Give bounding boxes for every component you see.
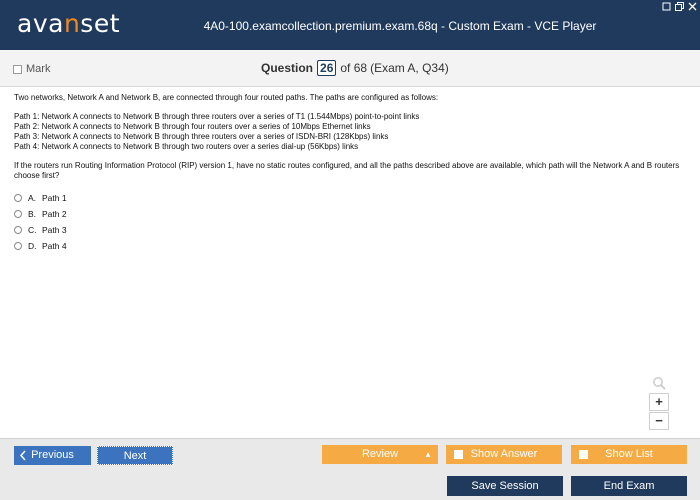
exam-reference: (Exam A, Q34) <box>370 61 449 75</box>
radio-icon[interactable] <box>14 226 22 234</box>
zoom-out-button[interactable]: − <box>649 412 669 430</box>
option-text: Path 4 <box>42 241 67 251</box>
path-item: Path 1: Network A connects to Network B through three routers over a series of T1 (1.544Mbps) point-to-point links <box>14 112 420 121</box>
option-letter: B. <box>28 209 37 219</box>
chevron-left-icon <box>19 446 27 471</box>
magnifier-icon <box>652 376 666 390</box>
save-session-button[interactable]: Save Session <box>447 476 563 496</box>
path-item: Path 3: Network A connects to Network B through three routers over a series of ISDN-BRI (128Kbps) links <box>14 132 389 141</box>
caret-up-icon: ▲ <box>424 450 432 459</box>
answer-options <box>14 190 686 254</box>
maximize-icon[interactable] <box>674 2 684 12</box>
zoom-in-button[interactable]: + <box>649 393 669 411</box>
option-letter: A. <box>28 193 37 203</box>
show-answer-label: Show Answer <box>470 448 538 460</box>
question-number-input[interactable]: 26 <box>317 60 336 76</box>
next-button[interactable]: Next <box>97 446 173 465</box>
mark-label: Mark <box>26 63 51 75</box>
title-bar <box>0 0 700 50</box>
review-button[interactable] <box>322 445 438 464</box>
path-item: Path 4: Network A connects to Network B through two routers over a series dial-up (56Kbps) links <box>14 142 359 151</box>
checkbox-icon[interactable] <box>13 65 22 74</box>
restore-icon[interactable] <box>661 2 671 12</box>
option-letter: D. <box>28 241 37 251</box>
answer-option-a[interactable] <box>14 190 686 206</box>
path-list <box>14 112 686 152</box>
end-exam-button[interactable]: End Exam <box>571 476 687 496</box>
question-label: Question <box>261 61 314 75</box>
radio-icon[interactable] <box>14 194 22 202</box>
option-text: Path 3 <box>42 225 67 235</box>
show-answer-button[interactable] <box>446 445 562 464</box>
close-icon[interactable] <box>687 2 697 12</box>
window-title: 4A0-100.examcollection.premium.exam.68q - Custom Exam - VCE Player <box>203 19 597 33</box>
previous-button[interactable] <box>14 446 91 465</box>
question-header-bar <box>0 50 700 87</box>
answer-option-c[interactable] <box>14 222 686 238</box>
checkbox-icon[interactable] <box>454 450 463 459</box>
mark-checkbox[interactable] <box>13 63 50 75</box>
checkbox-icon[interactable] <box>579 450 588 459</box>
option-letter: C. <box>28 225 37 235</box>
answer-option-b[interactable] <box>14 206 686 222</box>
review-label: Review <box>361 448 399 460</box>
option-text: Path 1 <box>42 193 67 203</box>
question-prompt: If the routers run Routing Information Protocol (RIP) version 1, have no static routes configured, and all the paths described above are available, which path will the Network A and B routers choose first? <box>14 161 680 180</box>
radio-icon[interactable] <box>14 242 22 250</box>
question-intro: Two networks, Network A and Network B, are connected through four routed paths. The paths are configured as follows: <box>14 93 439 102</box>
previous-label: Previous <box>31 449 74 461</box>
avanset-logo: avanset <box>17 9 121 38</box>
show-list-button[interactable] <box>571 445 687 464</box>
radio-icon[interactable] <box>14 210 22 218</box>
question-content <box>14 93 686 254</box>
option-text: Path 2 <box>42 209 67 219</box>
path-item: Path 2: Network A connects to Network B through four routers over a series of 10Mbps Ethernet links <box>14 122 371 131</box>
question-total: of 68 <box>340 61 368 75</box>
question-indicator <box>261 60 449 76</box>
window-controls <box>661 2 697 12</box>
show-list-label: Show List <box>605 448 653 460</box>
answer-option-d[interactable] <box>14 238 686 254</box>
